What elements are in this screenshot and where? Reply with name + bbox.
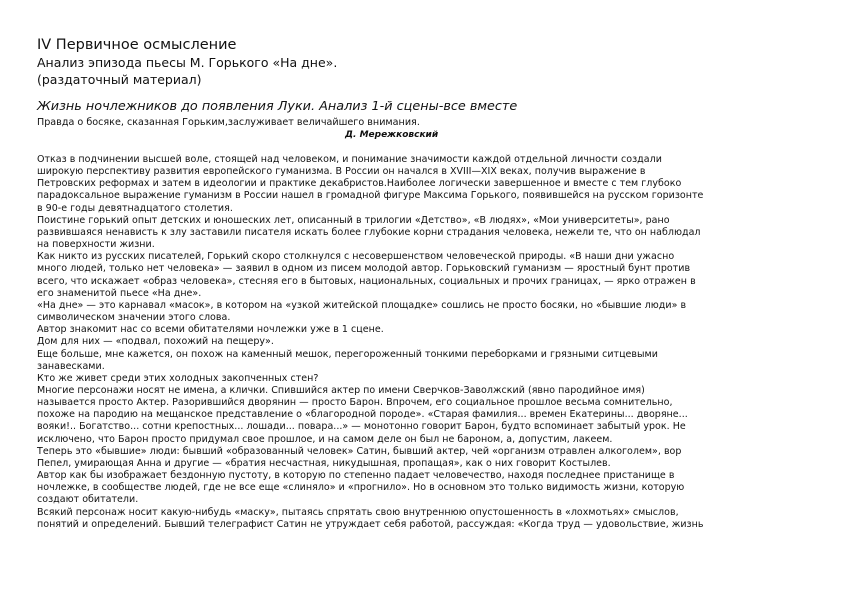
text-line: развившаяся ненависть к злу заставили писателя искать более глубокие корни страдания человека, нежели те, что он наблюдал <box>37 226 701 238</box>
text-line: Дом для них — «подвал, похожий на пещеру». <box>37 336 274 348</box>
body-text <box>37 154 805 531</box>
text-line: много людей, только нет человека» — заявил в одном из писем молодой автор. Горьковский гуманизм — яростный бунт против <box>37 263 691 275</box>
text-line: Теперь это «бывшие» люди: бывший «образованный человек» Сатин, бывший актер, чей «организм отравлен алкоголем», вор <box>37 445 682 457</box>
text-line: всего, что искажает «образ человека», стесняя его в бытовых, национальных, социальных и прочих границах, — ярко отражен в <box>37 275 696 287</box>
text-line: символическом значении этого слова. <box>37 312 231 324</box>
text-line: вояки!.. Богатство... сотни крепостных... лошади... повара...» — монотонно говорит Барон, будто вспоминает забытый урок. Не <box>37 421 686 433</box>
text-line: Многие персонажи носят не имена, а клички. Спившийся актер по имени Сверчков-Заволжский (явно пародийное имя) <box>37 384 645 396</box>
handout-note: (раздаточный материал) <box>37 72 202 87</box>
text-line: создают обитатели. <box>37 494 139 506</box>
text-line: парадоксальное выражение гуманизм в России нашел в громадной фигуре Максима Горького, появившейся на русском горизонте <box>37 190 704 202</box>
text-line: «На дне» — это карнавал «масок», в котором на «узкой житейской площадке» сошлись не просто босяки, но «бывшие люди» в <box>37 299 687 311</box>
text-line: Автор как бы изображает бездонную пустоту, в которую по степенно падает человечество, находя последнее пристанище в <box>37 470 675 482</box>
text-line: называется просто Актер. Разорившийся дворянин — просто Барон. Впрочем, его социальное прошлое весьма сомнительно, <box>37 397 673 409</box>
text-line: похоже на пародию на мещанское представление о «благородной породе». «Старая фамилия... времен Екатерины... дворяне... <box>37 409 688 421</box>
text-line: исключено, что Барон просто придумал свое прошлое, и на самом деле он был не бароном, а, допустим, лакеем. <box>37 433 613 445</box>
text-line: Петровских реформах и затем в идеологии и практике декабристов.Наиболее логически завершенное и вместе с тем глубоко <box>37 178 682 190</box>
text-line: понятий и определений. Бывший телеграфист Сатин не утруждает себя работой, рассуждая: «Когда труд — удовольствие, жизнь <box>37 518 704 530</box>
epigraph-text: Правда о босяке, сказанная Горьким,заслуживает величайшего внимания. <box>37 117 420 128</box>
section-title: Жизнь ночлежников до появления Луки. Анализ 1-й сцены-все вместе <box>37 99 518 114</box>
text-line: занавесками. <box>37 360 105 372</box>
text-line: Отказ в подчинении высшей воле, стоящей над человеком, и понимание значимости каждой отдельной личности создали <box>37 154 662 165</box>
text-line: в 90-е годы девятнадцатого столетия. <box>37 202 233 214</box>
lesson-subtitle: Анализ эпизода пьесы М. Горького «На дне». <box>37 55 338 70</box>
text-line: на поверхности жизни. <box>37 239 155 251</box>
text-line: ночлежке, в сообществе людей, где не все еще «слиняло» и «прогнило». Но в основном это только видимость жизни, которую <box>37 482 685 494</box>
text-line: Пепел, умирающая Анна и другие — «братия несчастная, никудышная, пропащая», как о них говорит Костылев. <box>37 457 611 469</box>
header <box>37 37 797 88</box>
text-line: Поистине горький опыт детских и юношеских лет, описанный в трилогии «Детство», «В людях», «Мои университеты», рано <box>37 214 670 226</box>
epigraph-author: Д. Мережковский <box>345 130 439 140</box>
lesson-stage-title: IV Первичное осмысление <box>37 37 237 53</box>
text-line: Кто же живет среди этих холодных закопченных стен? <box>37 372 319 384</box>
text-line: широкую перспективу развития европейского гуманизма. В России он начался в XVIII—XIX веках, получив выражение в <box>37 166 646 178</box>
text-line: Еще больше, мне кажется, он похож на каменный мешок, перегороженный тонкими переборками и грязными ситцевыми <box>37 348 658 360</box>
text-line: Всякий персонаж носит какую-нибудь «маску», пытаясь спрятать свою внутреннюю опустошенность в «лохмотьях» смыслов, <box>37 506 679 518</box>
text-line: Как никто из русских писателей, Горький скоро столкнулся с несовершенством человеческой природы. «В наши дни ужасно <box>37 251 675 263</box>
text-line: Автор знакомит нас со всеми обитателями ночлежки уже в 1 сцене. <box>37 324 384 336</box>
text-line: его знаменитой пьесе «На дне». <box>37 287 202 299</box>
